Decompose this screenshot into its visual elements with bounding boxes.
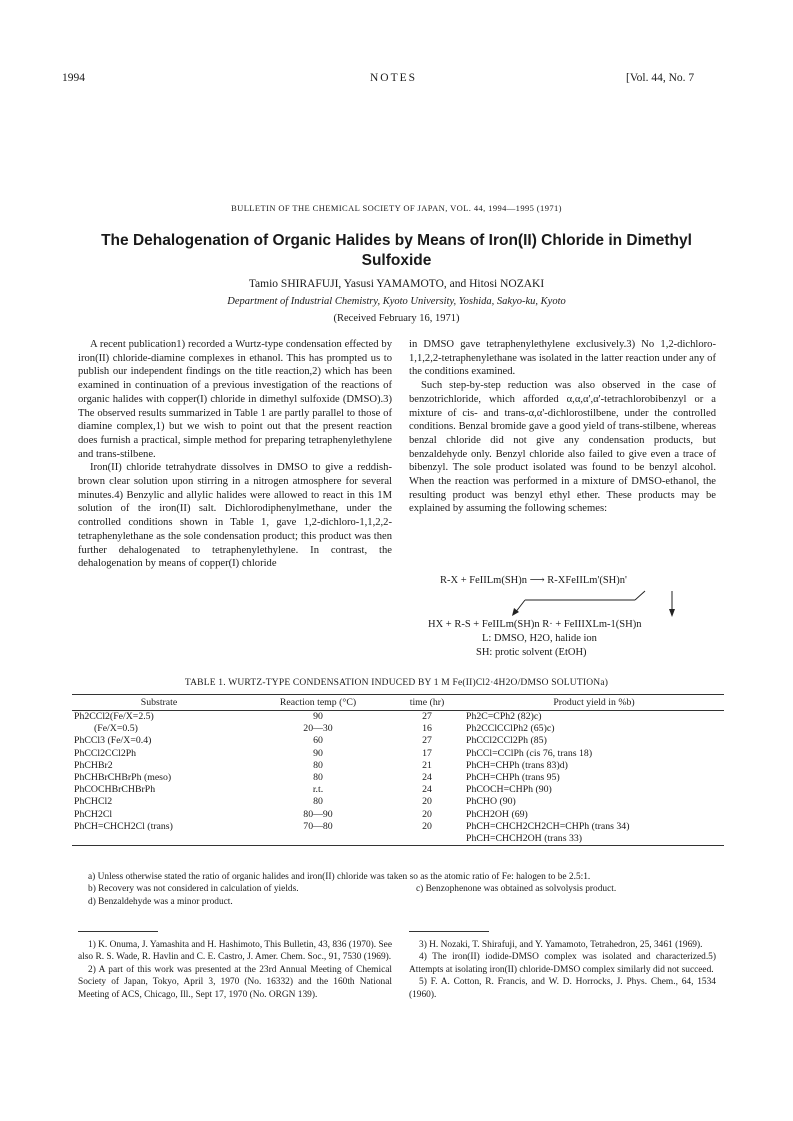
article-title: The Dehalogenation of Organic Halides by Means of Iron(II) Chloride in Dimethyl Sulfoxide	[101, 232, 692, 269]
cell-substrate: PhCHBr2	[74, 759, 113, 771]
table-row	[72, 711, 724, 724]
cell-product: PhCCl2CCl2Ph (85)	[466, 735, 547, 747]
table-notes-row	[88, 883, 728, 895]
scheme-legend-1: L: DMSO, H2O, halide ion	[482, 633, 597, 644]
cell-temp: r.t.	[312, 784, 324, 796]
data-table	[72, 694, 724, 846]
cell-product: Ph2CClCClPh2 (65)c)	[466, 723, 555, 735]
arrowhead-icon	[669, 609, 675, 617]
table-row	[72, 760, 724, 772]
cell-substrate: PhCHCl2	[74, 796, 113, 808]
section-label: NOTES	[370, 72, 418, 84]
cell-temp: 70—80	[303, 820, 333, 832]
cell-substrate: (Fe/X=0.5)	[94, 723, 138, 735]
cell-substrate: PhCCl3 (Fe/X=0.4)	[74, 735, 152, 747]
table-footnotes	[88, 871, 728, 908]
authors: Tamio SHIRAFUJI, Yasusi YAMAMOTO, and Hitosi NOZAKI	[248, 278, 545, 290]
cell-product: PhCHO (90)	[466, 796, 516, 808]
cell-product: Ph2C=CPh2 (82)c)	[466, 711, 542, 722]
column-header: Reaction temp (°C)	[246, 695, 390, 711]
column-header: Substrate	[72, 695, 246, 711]
cell-time: 16	[422, 723, 432, 735]
cell-substrate: PhCCl2CCl2Ph	[74, 747, 137, 759]
cell-product: PhCCl=CClPh (cis 76, trans 18)	[466, 747, 593, 759]
reaction-scheme	[428, 574, 730, 660]
received-date: (Received February 16, 1971)	[333, 313, 460, 324]
table-row	[72, 723, 724, 735]
reference-item: 2) A part of this work was presented at the 23rd Annual Meeting of Chemical Society of Japan, Tokyo, April 3, 1970 (No. 16332) and the 160th National Meeting of ACS, Chicago, Ill., Sept 17, 1970 (No. ORGN 139).	[78, 964, 392, 1000]
cell-temp: 80	[313, 796, 323, 808]
cell-product: PhCH=CHPh (trans 95)	[466, 772, 560, 784]
cell-time: 24	[422, 784, 432, 796]
cell-product: PhCH=CHCH2CH2CH=CHPh (trans 34)	[466, 820, 630, 832]
cell-temp: 80—90	[303, 808, 333, 820]
references-divider	[409, 931, 489, 932]
left-column	[78, 338, 392, 571]
scheme-line-2: HX + R-S + FeIILm(SH)n R· + FeIIIXLm-1(SH)n	[428, 619, 642, 630]
reference-item: 3) H. Nozaki, T. Shirafuji, and Y. Yamamoto, Tetrahedron, 25, 3461 (1969).	[419, 940, 703, 950]
table-note-a: a) Unless otherwise stated the ratio of organic halides and iron(II) chloride was taken so as the atomic ratio of Fe: halogen to be 2.5:1.	[88, 872, 591, 882]
cell-temp: 20—30	[303, 723, 333, 735]
cell-time: 20	[422, 796, 432, 808]
affiliation: Department of Industrial Chemistry, Kyoto University, Yoshida, Sakyo-ku, Kyoto	[227, 296, 566, 307]
reference-item: 4) The iron(II) iodide-DMSO complex was isolated and characterized.5) Attempts at isolating iron(II) chloride-DMSO complex similarly did not succeed.	[409, 952, 716, 975]
cell-substrate: PhCH=CHCH2Cl (trans)	[74, 820, 173, 832]
column-header: Product yield in %b)	[464, 695, 724, 711]
scheme-line-1: R-X + FeIILm(SH)n ⟶ R-XFeIILm'(SH)n'	[440, 575, 627, 586]
table-row	[72, 735, 724, 747]
cell-time: 17	[422, 747, 432, 759]
table-caption: TABLE 1. WURTZ-TYPE CONDENSATION INDUCED BY 1 M Fe(II)Cl2·4H2O/DMSO SOLUTIONa)	[184, 678, 609, 688]
table-row	[72, 772, 724, 784]
cell-temp: 60	[313, 735, 323, 747]
cell-substrate	[72, 833, 246, 846]
table-row	[72, 748, 724, 760]
cell-time: 20	[422, 808, 432, 820]
cell-product: PhCH=CHPh (trans 83)d)	[466, 759, 568, 771]
paragraph: A recent publication1) recorded a Wurtz-type condensation effected by iron(II) chloride-diamine complexes in ethanol. This has prompted us to publish our independent findings on the title reaction,2) which has been examined in continuation of a previous investigation of the reactions of organic halides with copper(I) chloride in dimethyl sulfoxide (DMSO).3) The observed results summarized in Table 1 are partly parallel to those of diamine complex,1) but we wish to point out that the present reaction does furnish a practical, simple method for preparing tetraphenylethylene and trans-stilbene.	[78, 339, 392, 460]
cell-substrate: PhCOCHBrCHBrPh	[74, 784, 156, 796]
references-right	[409, 939, 716, 1001]
cell-substrate: Ph2CCl2(Fe/X=2.5)	[74, 711, 154, 722]
cell-product: PhCH2OH (69)	[466, 808, 528, 820]
table-note-c: c) Benzophenone was obtained as solvolysis product.	[416, 884, 617, 895]
cell-temp: 80	[313, 772, 323, 784]
scheme-legend-2: SH: protic solvent (EtOH)	[476, 647, 587, 658]
cell-temp: 90	[313, 711, 323, 722]
paragraph: Such step-by-step reduction was also observed in the case of benzotrichloride, which afforded α,α,α',α'-tetrachlorobibenzyl or a mixture of cis- and trans-α,α'-dichlorostilbene, under the controlled conditions. Benzal bromide gave a good yield of trans-stilbene, whereas benzal chloride did not give any condensation products, but benzaldehyde only. Benzyl chloride also failed to give even a trace of bibenzyl. The sole product isolated was found to be benzyl alcohol. When the reaction was performed in a mixture of DMSO-ethanol, the resulting product was benzyl ethyl ether. These products may be explained by assuming the following schemes:	[409, 380, 716, 515]
scheme-arrow-segment	[635, 591, 645, 600]
cell-temp	[246, 833, 390, 846]
cell-temp: 90	[313, 747, 323, 759]
cell-time: 24	[422, 772, 432, 784]
cell-temp: 80	[313, 759, 323, 771]
cell-time: 21	[422, 759, 432, 771]
volume-label: [Vol. 44, No. 7	[626, 72, 695, 84]
reference-item: 5) F. A. Cotton, R. Francis, and W. D. Horrocks, J. Phys. Chem., 64, 1534 (1960).	[409, 977, 716, 1000]
table-row	[72, 809, 724, 821]
cell-substrate: PhCHBrCHBrPh (meso)	[74, 772, 172, 784]
cell-time: 27	[422, 735, 432, 747]
journal-citation: BULLETIN OF THE CHEMICAL SOCIETY OF JAPAN, VOL. 44, 1994—1995 (1971)	[231, 203, 562, 213]
references-left	[78, 939, 392, 1001]
column-header: time (hr)	[390, 695, 464, 711]
table-row	[72, 833, 724, 846]
table-row	[72, 821, 724, 833]
reference-item: 1) K. Onuma, J. Yamashita and H. Hashimoto, This Bulletin, 43, 836 (1970). See also R. S. Wade, R. Havlin and C. E. Castro, J. Amer. Chem. Soc., 91, 7530 (1969).	[78, 940, 392, 963]
paragraph: Iron(II) chloride tetrahydrate dissolves in DMSO to give a reddish-brown clear solution upon stirring in a nitrogen atmosphere for several minutes.4) Benzylic and allylic halides were allowed to react in this 1M solution of the iron(II) salt. Dichlorodiphenylmethane, under the controlled conditions shown in Table 1, gave 1,2-dichloro-1,1,2,2-tetraphenylethane as the sole condensation product; this product was then further dehalogenated to tetraphenylethylene. In contrast, the dehalogenation by means of copper(I) chloride	[78, 462, 392, 570]
page-number: 1994	[62, 72, 85, 84]
table-row	[72, 784, 724, 796]
cell-product: PhCH=CHCH2OH (trans 33)	[464, 833, 724, 846]
table-note-d: d) Benzaldehyde was a minor product.	[88, 896, 233, 907]
cell-time	[390, 833, 464, 846]
cell-substrate: PhCH2Cl	[74, 808, 113, 820]
cell-time: 20	[422, 820, 432, 832]
table-note-b: b) Recovery was not considered in calculation of yields.	[88, 884, 299, 895]
table-row	[72, 796, 724, 808]
cell-product: PhCOCH=CHPh (90)	[466, 784, 552, 796]
paragraph: in DMSO gave tetraphenylethylene exclusively.3) No 1,2-dichloro-1,1,2,2-tetraphenylethane was isolated in the latter reaction under any of the conditions examined.	[409, 339, 716, 378]
table-header-row	[72, 695, 724, 711]
scheme-arrows	[470, 588, 730, 618]
references-divider	[78, 931, 158, 932]
cell-time: 27	[422, 711, 432, 722]
right-column	[409, 338, 716, 516]
